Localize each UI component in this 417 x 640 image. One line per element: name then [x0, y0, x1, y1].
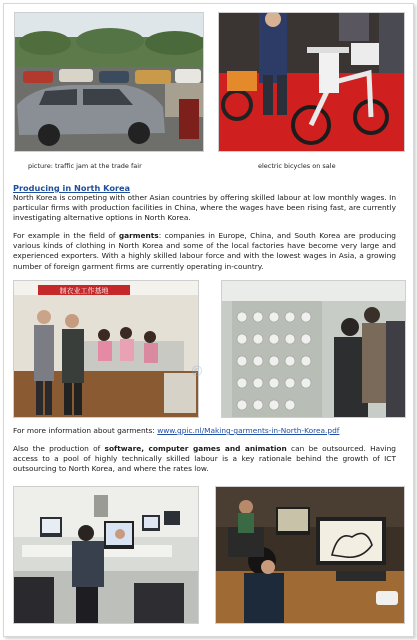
traffic-jam-photo — [14, 12, 204, 152]
garment-machines-photo — [221, 280, 406, 418]
factory-banner-text: 制衣业工作基地 — [59, 287, 109, 295]
garment-factory-photo — [13, 280, 199, 418]
paragraph-garments — [13, 231, 396, 272]
garments-text-before: For example in the field of — [13, 231, 119, 240]
paragraph-garments-link — [13, 426, 396, 436]
paragraph-software — [13, 444, 396, 475]
watermark: © — [190, 364, 224, 380]
traffic-photo-caption: picture: traffic jam at the trade fair — [28, 162, 142, 170]
animation-studio-photo — [215, 486, 405, 624]
bicycles-photo-caption: electric bicycles on sale — [258, 162, 336, 170]
section-heading: Producing in North Korea — [13, 183, 131, 193]
garments-keyword: garments — [118, 231, 159, 240]
garments-text-after: : companies in Europe, China, and South Korea are producing various kinds of clothing in North Korea and some of the local factories have become very large and experienced exporters. With a highly skilled labour force and with the lowest wages in Asia, a growing number of foreign garment firms are currently operating in-country. — [13, 231, 396, 271]
electric-bicycles-photo — [218, 12, 405, 152]
garments-pdf-link[interactable]: www.gpic.nl/Making-garments-in-North-Korea.pdf — [157, 426, 340, 435]
software-keyword: software, computer games and animation — [104, 444, 287, 453]
paragraph-intro: North Korea is competing with other Asian countries by offering skilled labour at low monthly wages. In particular firms with production facilities in China, where the wages have been rising fast, are currently investigating alternative options in North Korea. — [13, 193, 396, 223]
computer-lab-photo — [13, 486, 199, 624]
garments-link-label: For more information about garments: — [13, 426, 158, 435]
software-text-before: Also the production of — [13, 444, 105, 453]
software-text-after: can be outsourced. Having access to a pool of highly technically skilled labour is a key rationale behind the growth of ICT outsourcing to North Korea, and where the rates low. — [13, 444, 396, 474]
